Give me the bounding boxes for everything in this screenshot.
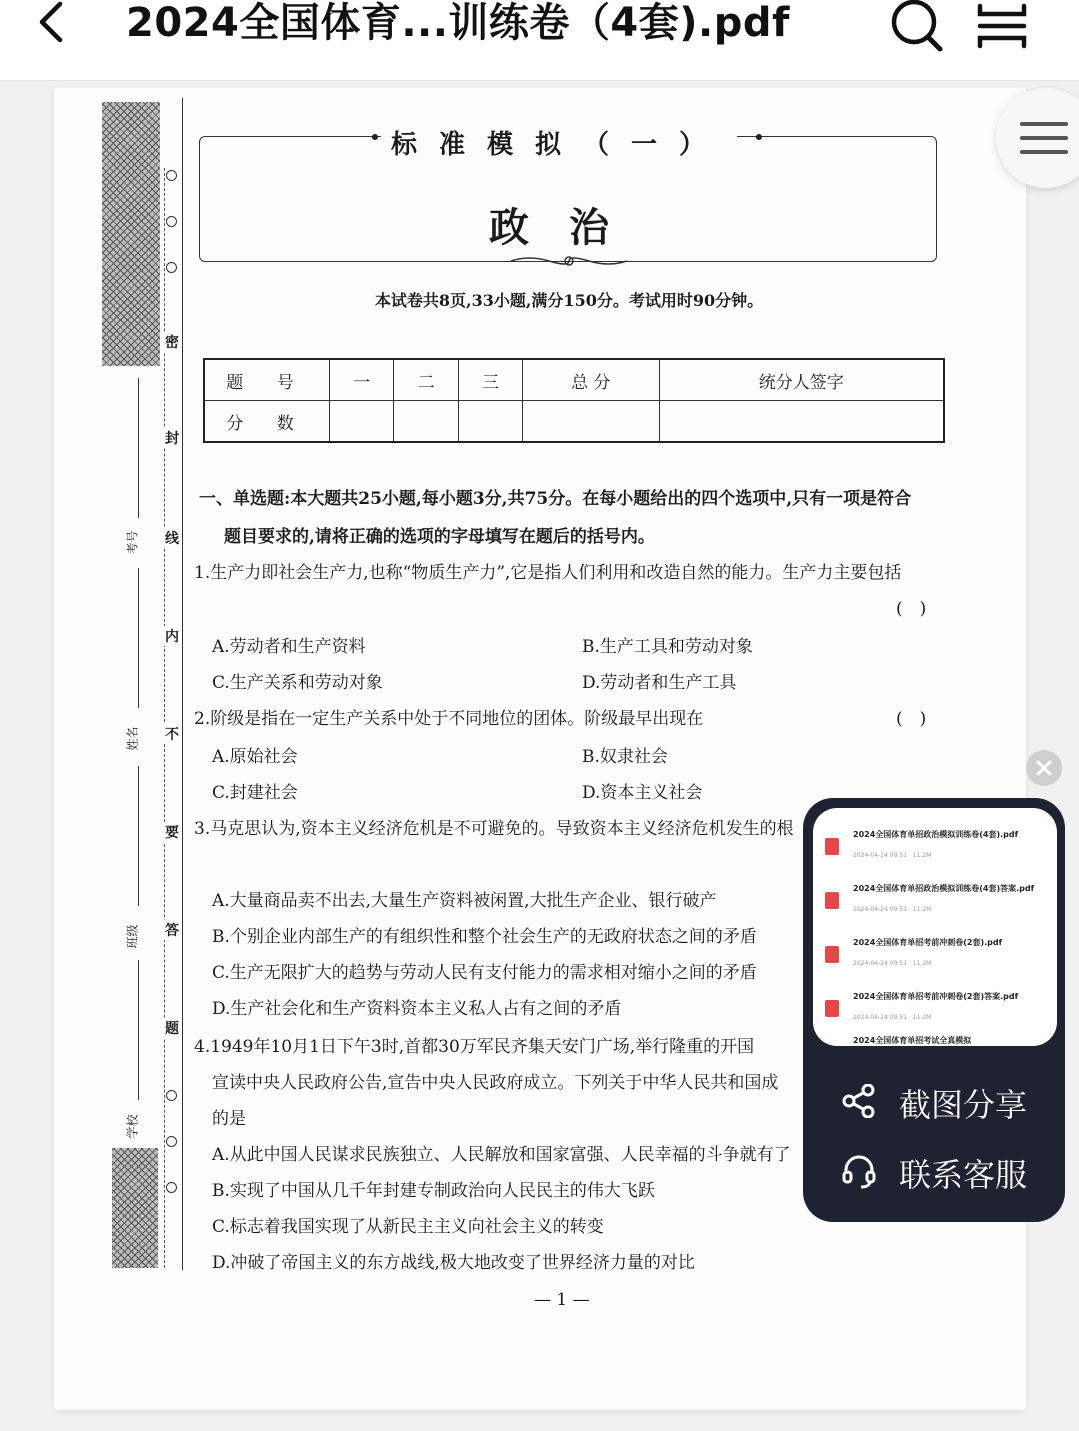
question-2-option-d: D.资本主义社会	[582, 783, 703, 803]
file-list-thumbnail[interactable]	[813, 808, 1057, 1046]
binding-hatch-bottom	[112, 1148, 158, 1268]
binding-char: 答	[164, 920, 180, 940]
answer-bracket: ( )	[896, 599, 927, 619]
section-heading: 一、单选题:本大题共25小题,每小题3分,共75分。在每小题给出的四个选项中,只有一项是符合	[199, 489, 912, 509]
view-mode-button[interactable]	[972, 0, 1032, 52]
file-meta: 2024-04-24 09:51 · 11.2M	[853, 1014, 932, 1021]
ornament-divider	[509, 254, 629, 268]
file-meta: 2024-04-24 09:51 · 11.2M	[853, 852, 932, 859]
table-cell	[458, 401, 522, 443]
question-3-option-b: B.个别企业内部生产的有组织性和整个社会生产的无政府状态之间的矛盾	[212, 927, 757, 947]
binding-hole	[166, 170, 177, 181]
question-3-option-a: A.大量商品卖不出去,大量生产资料被闲置,大批生产企业、银行破产	[212, 891, 717, 911]
screenshot-share-button[interactable]	[803, 1068, 1065, 1132]
search-icon	[886, 0, 946, 52]
file-name: 2024全国体育单招政治模拟训练卷(4套).pdf	[853, 830, 1019, 839]
support-label: 联系客服	[899, 1156, 1028, 1194]
field-label-name: 姓名	[124, 719, 141, 759]
table-cell	[330, 401, 394, 443]
question-3-stem: 3.马克思认为,资本主义经济危机是不可避免的。导致资本主义经济危机发生的根	[194, 819, 794, 839]
field-label-class: 班级	[124, 917, 141, 957]
file-name: 2024全国体育单招考前冲刺卷(2套).pdf	[853, 938, 1003, 947]
back-button[interactable]	[26, 0, 78, 48]
page-number: — 1 —	[534, 1290, 590, 1310]
question-2-option-c: C.封建社会	[212, 783, 298, 803]
question-4-stem: 4.1949年10月1日下午3时,首都30万军民齐集天安门广场,举行隆重的开国	[194, 1037, 755, 1057]
title-dot	[372, 134, 378, 140]
field-underline	[138, 378, 139, 518]
binding-char: 封	[164, 428, 180, 448]
question-4-option-b: B.实现了中国从几千年封建专制政治向人民民主的伟大飞跃	[212, 1181, 655, 1201]
question-1-option-a: A.劳动者和生产资料	[212, 637, 366, 657]
score-table	[203, 358, 945, 443]
split-view-icon	[972, 0, 1032, 52]
question-4-option-d: D.冲破了帝国主义的东方战线,极大地改变了世界经济力量的对比	[212, 1253, 695, 1273]
binding-hole	[166, 216, 177, 227]
table-cell: 三	[458, 359, 522, 401]
section-heading-cont: 题目要求的,请将正确的选项的字母填写在题后的括号内。	[224, 527, 655, 547]
question-1-option-c: C.生产关系和劳动对象	[212, 673, 383, 693]
binding-hole	[166, 1090, 177, 1101]
question-1-stem: 1.生产力即社会生产力,也称“物质生产力”,它是指人们利用和改造自然的能力。生产力主要包括	[194, 563, 902, 583]
title-dot	[756, 134, 762, 140]
series-title: 标准模拟（一）	[54, 124, 1064, 161]
search-button[interactable]	[886, 0, 946, 52]
answer-bracket: ( )	[896, 709, 927, 729]
file-name: 2024全国体育单招考试全真模拟	[853, 1036, 972, 1045]
field-underline	[138, 766, 139, 906]
headset-icon	[841, 1154, 877, 1190]
table-cell: 一	[330, 359, 394, 401]
question-1-option-b: B.生产工具和劳动对象	[582, 637, 753, 657]
binding-char: 要	[164, 822, 180, 842]
binding-hole	[166, 262, 177, 273]
file-name: 2024全国体育单招政治模拟训练卷(4套)答案.pdf	[853, 884, 1035, 893]
binding-char: 密	[164, 332, 180, 352]
list-item[interactable]	[823, 938, 1051, 990]
exam-info: 本试卷共8页,33小题,满分150分。考试用时90分钟。	[374, 291, 764, 310]
binding-hole	[166, 1136, 177, 1147]
floating-panel	[803, 798, 1065, 1222]
file-name: 2024全国体育单招考前冲刺卷(2套)答案.pdf	[853, 992, 1019, 1001]
binding-char: 内	[164, 626, 180, 646]
top-bar	[0, 0, 1079, 81]
field-label-exam-no: 考号	[124, 523, 141, 563]
list-item[interactable]	[823, 830, 1051, 882]
share-label: 截图分享	[899, 1086, 1028, 1124]
pdf-file-icon	[825, 838, 839, 855]
question-4-option-a: A.从此中国人民谋求民族独立、人民解放和国家富强、人民幸福的斗争就有了	[212, 1145, 791, 1165]
file-meta: 2024-04-24 09:51 · 11.2M	[853, 906, 932, 913]
table-cell	[394, 401, 458, 443]
pdf-file-icon	[825, 1000, 839, 1017]
question-3-option-c: C.生产无限扩大的趋势与劳动人民有支付能力的需求相对缩小之间的矛盾	[212, 963, 757, 983]
share-nodes-icon	[841, 1084, 877, 1118]
pdf-file-icon	[825, 946, 839, 963]
list-item[interactable]	[823, 884, 1051, 936]
table-cell: 总 分	[523, 359, 659, 401]
question-2-stem: 2.阶级是指在一定生产关系中处于不同地位的团体。阶级最早出现在	[194, 709, 704, 729]
list-item[interactable]	[823, 1036, 1051, 1046]
question-3-option-d: D.生产社会化和生产资料资本主义私人占有之间的矛盾	[212, 999, 622, 1019]
table-cell	[659, 401, 944, 443]
close-panel-button[interactable]	[1026, 750, 1062, 786]
subject-title: 政治	[489, 204, 649, 251]
chevron-left-icon	[26, 0, 78, 48]
pdf-file-icon	[825, 892, 839, 909]
question-2-option-b: B.奴隶社会	[582, 747, 668, 767]
table-cell: 题 号	[204, 359, 330, 401]
binding-char: 不	[164, 724, 180, 744]
field-underline	[138, 960, 139, 1100]
question-1-option-d: D.劳动者和生产工具	[582, 673, 737, 693]
table-cell: 分 数	[204, 401, 330, 443]
question-4-stem-cont: 的是	[212, 1109, 246, 1129]
field-underline	[138, 568, 139, 708]
question-4-stem-cont: 宣读中央人民政府公告,宣告中央人民政府成立。下列关于中华人民共和国成	[212, 1073, 779, 1093]
binding-hole	[166, 1182, 177, 1193]
question-2-option-a: A.原始社会	[212, 747, 298, 767]
table-cell	[523, 401, 659, 443]
binding-char: 线	[164, 528, 180, 548]
close-icon	[1026, 750, 1062, 786]
table-row	[204, 401, 944, 443]
document-title: 2024全国体育...训练卷（4套).pdf	[126, 0, 790, 46]
binding-char: 题	[164, 1018, 180, 1038]
question-4-option-c: C.标志着我国实现了从新民主主义向社会主义的转变	[212, 1217, 604, 1237]
field-label-school: 学校	[124, 1107, 141, 1147]
table-cell: 统分人签字	[659, 359, 944, 401]
hamburger-icon	[1014, 108, 1074, 168]
file-meta: 2024-04-24 09:51 · 11.2M	[853, 960, 932, 967]
contact-support-button[interactable]	[803, 1138, 1065, 1202]
table-cell: 二	[394, 359, 458, 401]
binding-line	[182, 98, 183, 1270]
table-row	[204, 359, 944, 401]
